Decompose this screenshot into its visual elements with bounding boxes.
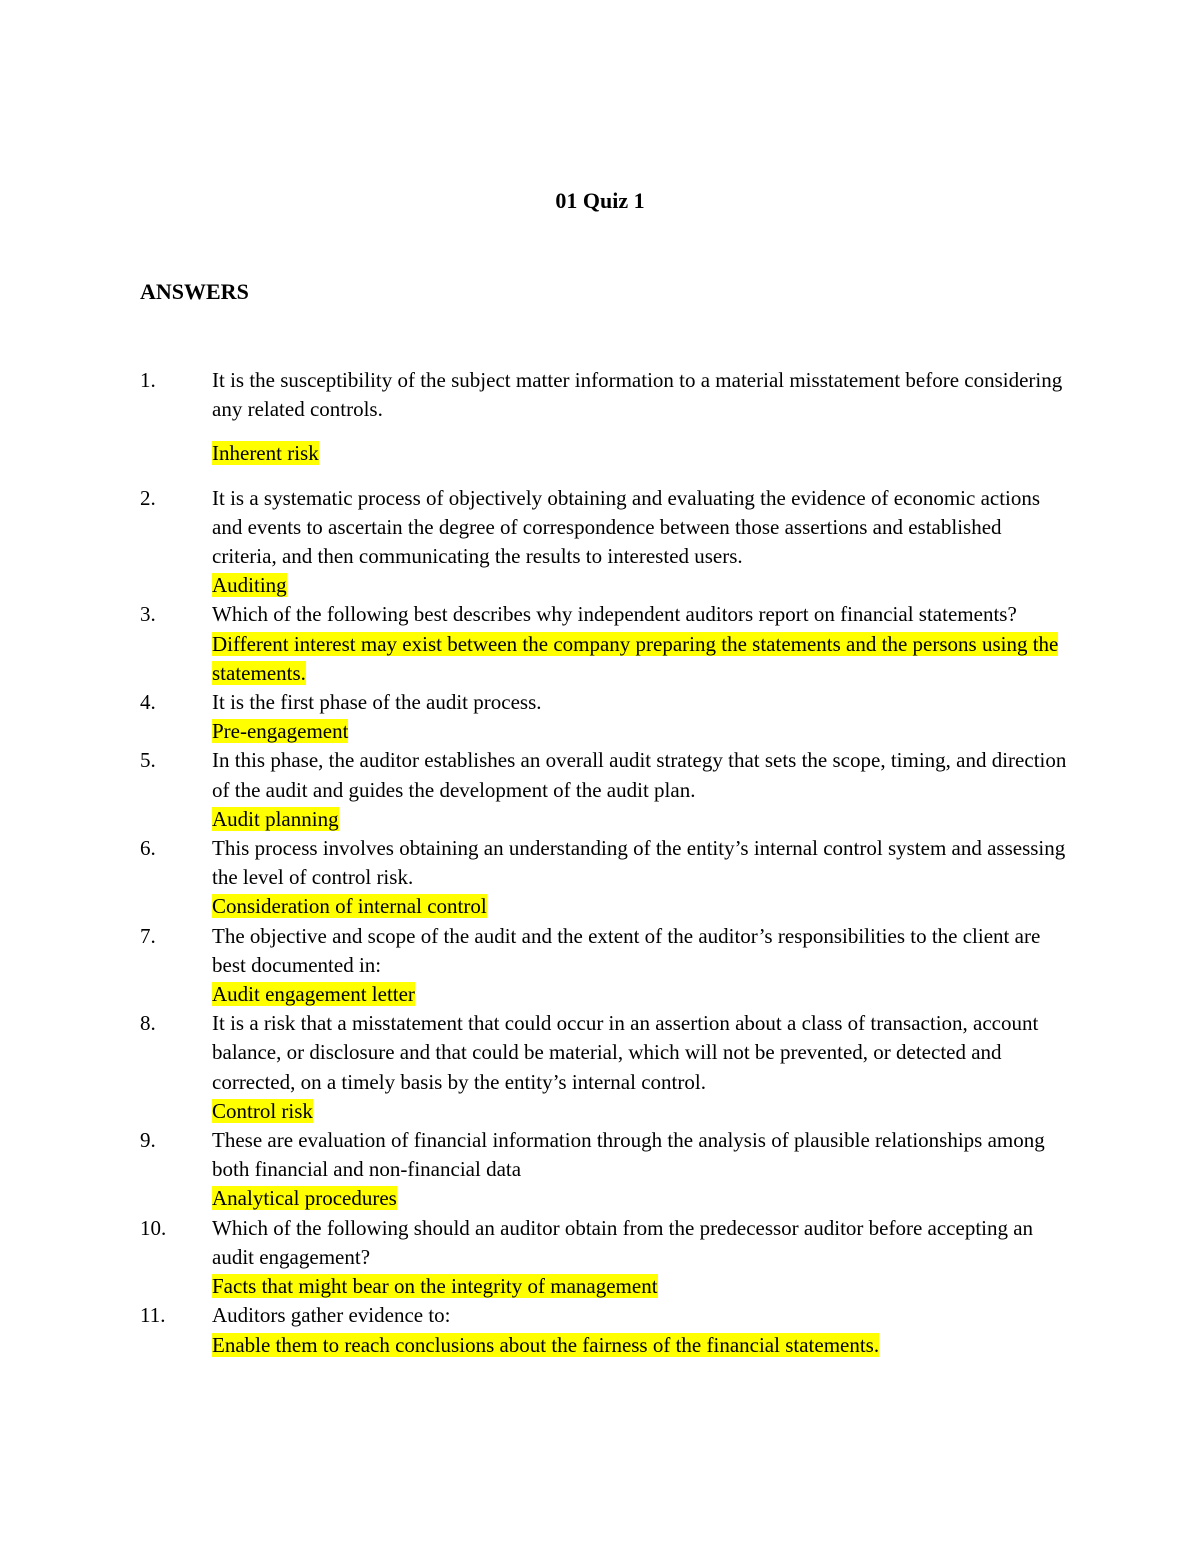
answer-highlight: Enable them to reach conclusions about the fairness of the financial statements. bbox=[212, 1332, 880, 1357]
list-item bbox=[140, 600, 1070, 688]
question-text: It is the susceptibility of the subject matter information to a material misstatement before considering any related controls. bbox=[212, 368, 1063, 422]
item-number: 3. bbox=[140, 602, 156, 627]
answer-highlight: Facts that might bear on the integrity of management bbox=[212, 1274, 658, 1299]
item-number: 2. bbox=[140, 485, 156, 510]
item-number: 9. bbox=[140, 1128, 156, 1153]
question-text: The objective and scope of the audit and the extent of the auditor’s responsibilities to the client are best documented in: bbox=[212, 923, 1041, 977]
question-text: It is a systematic process of objectively obtaining and evaluating the evidence of economic actions and events to ascertain the degree of correspondence between those assertions and established criteria, and then communicating the results to interested users. bbox=[212, 485, 1041, 569]
item-number: 6. bbox=[140, 836, 156, 861]
answer-highlight: Audit engagement letter bbox=[212, 982, 415, 1007]
list-item bbox=[140, 484, 1070, 601]
answer-highlight: Audit planning bbox=[212, 806, 339, 831]
list-item bbox=[140, 746, 1070, 834]
list-item bbox=[140, 1009, 1070, 1126]
answer-highlight: Inherent risk bbox=[212, 441, 319, 466]
question-text: This process involves obtaining an understanding of the entity’s internal control system and assessing the level of control risk. bbox=[212, 836, 1066, 890]
list-item bbox=[140, 834, 1070, 922]
list-item bbox=[140, 1214, 1070, 1302]
question-text: Which of the following best describes why independent auditors report on financial statements? bbox=[212, 602, 1017, 627]
list-item bbox=[140, 1126, 1070, 1214]
item-number: 4. bbox=[140, 690, 156, 715]
answer-highlight: Auditing bbox=[212, 573, 287, 598]
page-title: 01 Quiz 1 bbox=[555, 188, 645, 213]
list-item bbox=[140, 922, 1070, 1010]
answer-highlight: Analytical procedures bbox=[212, 1186, 397, 1211]
item-number: 10. bbox=[140, 1215, 167, 1240]
item-number: 11. bbox=[140, 1303, 166, 1328]
answer-highlight: Consideration of internal control bbox=[212, 894, 487, 919]
section-heading: ANSWERS bbox=[140, 279, 249, 304]
answer-highlight: Pre-engagement bbox=[212, 719, 349, 744]
question-text: These are evaluation of financial information through the analysis of plausible relationships among both financial and non-financial data bbox=[212, 1128, 1045, 1182]
list-item bbox=[140, 1301, 1070, 1359]
question-text: It is a risk that a misstatement that could occur in an assertion about a class of transaction, account balance, or disclosure and that could be material, which will not be prevented, or detected and corrected, on a timely basis by the entity’s internal control. bbox=[212, 1011, 1039, 1094]
item-number: 1. bbox=[140, 368, 156, 392]
answer-highlight: Control risk bbox=[212, 1098, 313, 1123]
item-number: 8. bbox=[140, 1011, 156, 1036]
item-number: 7. bbox=[140, 923, 156, 948]
question-text: Auditors gather evidence to: bbox=[212, 1303, 451, 1328]
list-item bbox=[140, 688, 1070, 746]
answer-list bbox=[140, 366, 1070, 1360]
question-text: Which of the following should an auditor obtain from the predecessor auditor before accepting an audit engagement? bbox=[212, 1215, 1034, 1269]
question-text: In this phase, the auditor establishes an overall audit strategy that sets the scope, timing, and direction of the audit and guides the development of the audit plan. bbox=[212, 748, 1067, 802]
list-item bbox=[140, 366, 1070, 484]
answer-highlight: Different interest may exist between the company preparing the statements and the persons using the statements. bbox=[212, 631, 1059, 685]
item-number: 5. bbox=[140, 748, 156, 773]
question-text: It is the first phase of the audit process. bbox=[212, 690, 542, 715]
